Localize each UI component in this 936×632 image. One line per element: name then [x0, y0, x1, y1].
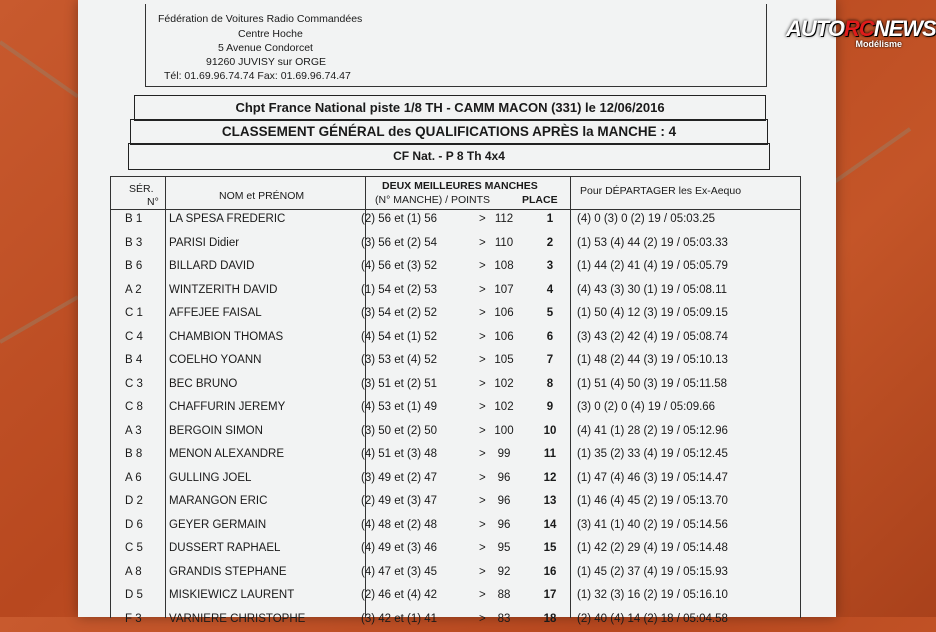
greater-than-symbol: >	[479, 283, 486, 296]
cell-serie: B 4	[125, 354, 143, 366]
table-row	[111, 422, 800, 444]
federation-name: Fédération de Voitures Radio Commandées	[158, 13, 363, 25]
greater-than-symbol: >	[479, 471, 486, 484]
category-title: CF Nat. - P 8 Th 4x4	[128, 143, 770, 170]
tile-grout	[0, 40, 79, 98]
cell-serie: A 8	[125, 565, 142, 578]
logo-auto: AUTO	[786, 16, 844, 41]
cell-points: 102	[494, 377, 514, 390]
table-row	[111, 257, 800, 279]
cell-driver-name: AFFEJEE FAISAL	[169, 307, 262, 319]
cell-best-manches: (3) 50 et (2) 50	[361, 424, 438, 437]
cell-points: 96	[497, 518, 511, 531]
greater-than-symbol: >	[479, 307, 486, 319]
federation-address-box	[145, 4, 767, 87]
cell-tiebreak: (3) 0 (2) 0 (4) 19 / 05:09.66	[577, 401, 716, 413]
table-row	[111, 351, 800, 373]
greater-than-symbol: >	[479, 612, 486, 625]
cell-driver-name: MENON ALEXANDRE	[169, 448, 285, 460]
cell-best-manches: (3) 42 et (1) 41	[361, 612, 438, 625]
cell-serie: B 1	[125, 213, 143, 225]
greater-than-symbol: >	[479, 213, 486, 225]
cell-tiebreak: (1) 32 (3) 16 (2) 19 / 05:16.10	[577, 589, 728, 601]
cell-points: 96	[497, 471, 511, 484]
cell-serie: A 2	[125, 283, 142, 296]
greater-than-symbol: >	[479, 401, 486, 413]
cell-tiebreak: (4) 41 (1) 28 (2) 19 / 05:12.96	[577, 424, 728, 437]
table-row	[111, 375, 800, 397]
greater-than-symbol: >	[479, 377, 486, 390]
cell-best-manches: (2) 56 et (1) 56	[361, 213, 438, 225]
ranking-title: CLASSEMENT GÉNÉRAL des QUALIFICATIONS APRÈS la MANCHE : 4	[130, 119, 768, 145]
greater-than-symbol: >	[479, 330, 486, 343]
table-row	[111, 516, 800, 538]
cell-driver-name: LA SPESA FREDERIC	[169, 213, 286, 225]
cell-best-manches: (4) 53 et (1) 49	[361, 401, 438, 413]
table-row	[111, 492, 800, 514]
federation-line4: 91260 JUVISY sur ORGE	[206, 56, 327, 68]
federation-line2: Centre Hoche	[238, 28, 303, 40]
cell-tiebreak: (3) 41 (1) 40 (2) 19 / 05:14.56	[577, 518, 728, 531]
cell-place: 2	[546, 236, 554, 249]
cell-driver-name: GRANDIS STEPHANE	[169, 565, 287, 578]
cell-driver-name: MISKIEWICZ LAURENT	[169, 589, 295, 601]
cell-tiebreak: (1) 35 (2) 33 (4) 19 / 05:12.45	[577, 448, 728, 460]
table-row	[111, 398, 800, 420]
cell-best-manches: (4) 51 et (3) 48	[361, 448, 438, 460]
cell-place: 12	[543, 471, 557, 484]
cell-best-manches: (1) 54 et (2) 53	[361, 283, 438, 296]
table-row	[111, 586, 800, 608]
cell-place: 18	[543, 612, 557, 625]
cell-place: 1	[546, 213, 554, 225]
table-row	[111, 304, 800, 326]
cell-serie: F 3	[125, 612, 142, 625]
greater-than-symbol: >	[479, 518, 486, 531]
cell-serie: C 3	[125, 377, 143, 390]
cell-best-manches: (3) 53 et (4) 52	[361, 354, 438, 366]
table-row	[111, 328, 800, 350]
logo-tagline: Modélisme	[855, 39, 902, 49]
table-row	[111, 610, 800, 632]
logo-rc: RC	[843, 16, 874, 41]
results-table	[110, 176, 801, 625]
header-num: N°	[147, 196, 159, 208]
cell-serie: A 6	[125, 471, 142, 484]
cell-points: 112	[494, 213, 514, 225]
table-row	[111, 563, 800, 585]
cell-driver-name: DUSSERT RAPHAEL	[169, 542, 281, 554]
cell-driver-name: VARNIERE CHRISTOPHE	[169, 612, 306, 625]
greater-than-symbol: >	[479, 589, 486, 601]
header-tiebreak: Pour DÉPARTAGER les Ex-Aequo	[580, 185, 742, 197]
cell-driver-name: BILLARD DAVID	[169, 260, 255, 272]
cell-place: 13	[543, 495, 557, 507]
tile-grout	[0, 295, 79, 343]
greater-than-symbol: >	[479, 354, 486, 366]
cell-points: 102	[494, 401, 514, 413]
cell-driver-name: PARISI Didier	[169, 236, 240, 249]
cell-driver-name: MARANGON ERIC	[169, 495, 268, 507]
cell-tiebreak: (1) 53 (4) 44 (2) 19 / 05:03.33	[577, 236, 728, 249]
cell-place: 9	[546, 401, 554, 413]
cell-place: 4	[546, 283, 554, 296]
cell-driver-name: WINTZERITH DAVID	[169, 283, 278, 296]
cell-serie: C 4	[125, 330, 143, 343]
table-row	[111, 210, 800, 232]
header-best-sub: (N° MANCHE) / POINTS	[375, 194, 491, 206]
logo-news: NEWS	[873, 16, 936, 41]
cell-serie: B 8	[125, 448, 143, 460]
table-row	[111, 234, 800, 256]
autorcnews-logo	[786, 16, 936, 52]
greater-than-symbol: >	[479, 260, 486, 272]
cell-points: 106	[494, 330, 514, 343]
event-title: Chpt France National piste 1/8 TH - CAMM MACON (331) le 12/06/2016	[134, 95, 766, 121]
table-row	[111, 539, 800, 561]
cell-tiebreak: (1) 50 (4) 12 (3) 19 / 05:09.15	[577, 307, 728, 319]
cell-place: 3	[546, 260, 554, 272]
cell-place: 5	[546, 307, 554, 319]
federation-line3: 5 Avenue Condorcet	[218, 42, 313, 54]
cell-serie: C 1	[125, 307, 143, 319]
cell-points: 108	[494, 260, 514, 272]
cell-driver-name: CHAMBION THOMAS	[169, 330, 284, 343]
cell-driver-name: GEYER GERMAIN	[169, 518, 267, 531]
cell-best-manches: (4) 54 et (1) 52	[361, 330, 438, 343]
cell-tiebreak: (1) 51 (4) 50 (3) 19 / 05:11.58	[577, 377, 728, 390]
cell-serie: B 3	[125, 236, 143, 249]
header-best-manches: DEUX MEILLEURES MANCHES	[382, 180, 538, 192]
cell-points: 83	[497, 612, 511, 625]
greater-than-symbol: >	[479, 495, 486, 507]
cell-place: 8	[546, 377, 554, 390]
federation-phone: Tél: 01.69.96.74.74 Fax: 01.69.96.74.47	[164, 70, 351, 82]
cell-tiebreak: (1) 42 (2) 29 (4) 19 / 05:14.48	[577, 542, 728, 554]
cell-points: 95	[497, 542, 511, 554]
cell-serie: C 5	[125, 542, 143, 554]
cell-driver-name: BERGOIN SIMON	[169, 424, 263, 437]
table-row	[111, 445, 800, 467]
cell-best-manches: (3) 51 et (2) 51	[361, 377, 438, 390]
cell-place: 11	[543, 448, 557, 460]
table-row	[111, 281, 800, 303]
cell-place: 6	[546, 330, 554, 343]
cell-tiebreak: (1) 47 (4) 46 (3) 19 / 05:14.47	[577, 471, 728, 484]
cell-tiebreak: (4) 43 (3) 30 (1) 19 / 05:08.11	[577, 283, 728, 296]
cell-tiebreak: (4) 0 (3) 0 (2) 19 / 05:03.25	[577, 213, 716, 225]
cell-tiebreak: (1) 46 (4) 45 (2) 19 / 05:13.70	[577, 495, 728, 507]
cell-points: 96	[497, 495, 511, 507]
cell-driver-name: CHAFFURIN JEREMY	[169, 401, 286, 413]
header-name: NOM et PRÉNOM	[219, 190, 305, 202]
cell-tiebreak: (2) 40 (4) 14 (2) 18 / 05:04.58	[577, 612, 728, 625]
cell-place: 17	[543, 589, 557, 601]
cell-best-manches: (3) 54 et (2) 52	[361, 307, 438, 319]
cell-points: 99	[497, 448, 511, 460]
cell-tiebreak: (3) 43 (2) 42 (4) 19 / 05:08.74	[577, 330, 728, 343]
cell-best-manches: (2) 46 et (4) 42	[361, 589, 438, 601]
cell-best-manches: (4) 56 et (3) 52	[361, 260, 438, 272]
greater-than-symbol: >	[479, 424, 486, 437]
cell-place: 10	[543, 424, 557, 437]
cell-points: 88	[497, 589, 511, 601]
cell-points: 110	[494, 236, 514, 249]
cell-best-manches: (4) 47 et (3) 45	[361, 565, 438, 578]
cell-serie: B 6	[125, 260, 143, 272]
cell-tiebreak: (1) 45 (2) 37 (4) 19 / 05:15.93	[577, 565, 728, 578]
cell-serie: C 8	[125, 401, 143, 413]
cell-best-manches: (3) 56 et (2) 54	[361, 236, 438, 249]
cell-best-manches: (3) 49 et (2) 47	[361, 471, 438, 484]
cell-driver-name: COELHO YOANN	[169, 354, 262, 366]
cell-serie: D 5	[125, 589, 143, 601]
cell-serie: D 6	[125, 518, 143, 531]
table-row	[111, 469, 800, 491]
cell-serie: A 3	[125, 424, 142, 437]
header-ser: SÉR.	[129, 183, 154, 195]
cell-points: 106	[494, 307, 514, 319]
greater-than-symbol: >	[479, 448, 486, 460]
greater-than-symbol: >	[479, 565, 486, 578]
cell-driver-name: GULLING JOEL	[169, 471, 252, 484]
cell-tiebreak: (1) 44 (2) 41 (4) 19 / 05:05.79	[577, 260, 728, 272]
cell-driver-name: BEC BRUNO	[169, 377, 238, 390]
greater-than-symbol: >	[479, 542, 486, 554]
cell-points: 100	[494, 424, 514, 437]
cell-points: 105	[494, 354, 514, 366]
cell-points: 107	[494, 283, 514, 296]
cell-place: 16	[543, 565, 557, 578]
cell-tiebreak: (1) 48 (2) 44 (3) 19 / 05:10.13	[577, 354, 728, 366]
cell-place: 15	[543, 542, 557, 554]
cell-best-manches: (2) 49 et (3) 47	[361, 495, 438, 507]
cell-best-manches: (4) 49 et (3) 46	[361, 542, 438, 554]
greater-than-symbol: >	[479, 236, 486, 249]
cell-points: 92	[497, 565, 511, 578]
cell-place: 14	[543, 518, 557, 531]
cell-best-manches: (4) 48 et (2) 48	[361, 518, 438, 531]
cell-place: 7	[546, 354, 554, 366]
cell-serie: D 2	[125, 495, 143, 507]
header-place: PLACE	[522, 194, 558, 206]
